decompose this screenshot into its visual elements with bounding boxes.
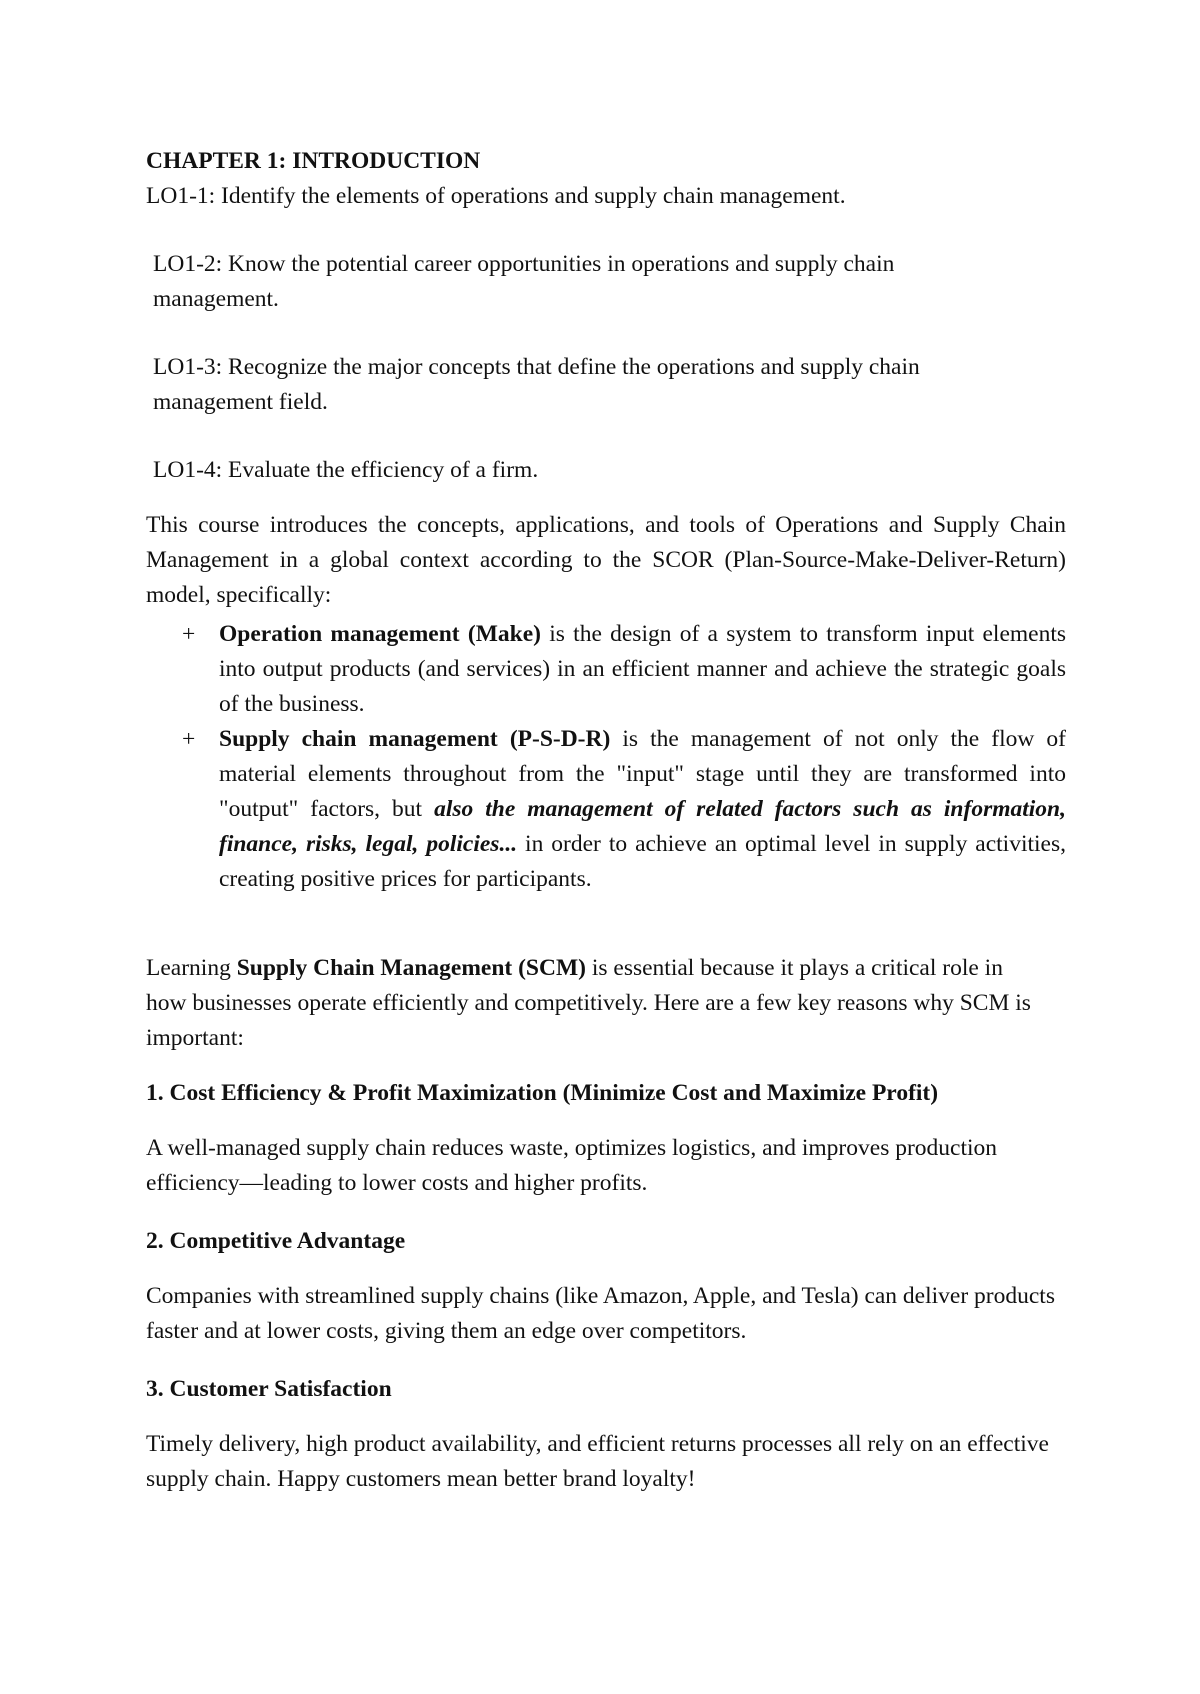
objective-lo1-3: LO1-3: Recognize the major concepts that define the operations and supply chain management field. (153, 354, 920, 415)
bullet-abbr: (P-S-D-R) (509, 726, 611, 752)
section-heading-competitive-advantage: 2. Competitive Advantage (146, 1228, 406, 1254)
section-body-competitive-advantage: Companies with streamlined supply chains (like Amazon, Apple, and Tesla) can deliver products faster and at lower costs, giving them an edge over competitors. (146, 1283, 1055, 1344)
section-heading-cost-efficiency: 1. Cost Efficiency & Profit Maximization (Minimize Cost and Maximize Profit) (146, 1080, 939, 1106)
scm-paragraph (146, 951, 1046, 1056)
plus-bullet-marker: + (182, 726, 196, 752)
objective-lo1-2: LO1-2: Know the potential career opportunities in operations and supply chain management. (153, 251, 895, 312)
intro-paragraph: This course introduces the concepts, applications, and tools of Operations and Supply Chain Management in a global context according to the SCOR (Plan-Source-Make-Deliver-Return) model, specifically: (146, 512, 1066, 608)
bullet-abbr: (Make) (467, 621, 541, 647)
objective-lo1-1: LO1-1: Identify the elements of operations and supply chain management. (146, 183, 846, 209)
objective-lo1-4: LO1-4: Evaluate the efficiency of a firm. (153, 457, 539, 483)
chapter-title: CHAPTER 1: INTRODUCTION (146, 148, 481, 174)
section-body-cost-efficiency: A well-managed supply chain reduces waste, optimizes logistics, and improves production efficiency—leading to lower costs and higher profits. (146, 1135, 998, 1196)
section-body-customer-satisfaction: Timely delivery, high product availability, and efficient returns processes all rely on an effective supply chain. Happy customers mean better brand loyalty! (146, 1431, 1049, 1492)
bullet-supply-chain-management (146, 722, 1066, 897)
scm-text-after: is essential because it plays a critical role in how businesses operate efficiently and competitively. Here are a few key reasons why SCM is important: (146, 955, 1031, 1051)
scor-bullet-list (146, 617, 1066, 897)
plus-bullet-marker: + (182, 621, 196, 647)
bullet-text-before: is the management of not only the flow of material elements throughout from the "input" stage until they are transformed into "output" factors, but (219, 726, 1067, 822)
bullet-text-after: in order to achieve an optimal level in supply activities, creating positive prices for participants. (219, 831, 1066, 892)
bullet-operation-management (146, 617, 1066, 722)
bullet-term: Operation management (219, 621, 460, 647)
document-page (146, 144, 1066, 1497)
section-heading-customer-satisfaction: 3. Customer Satisfaction (146, 1376, 392, 1402)
scm-text-before: Learning (146, 955, 237, 981)
bullet-emphasis: also the management of related factors such as information, finance, risks, legal, policies... (219, 796, 1067, 857)
bullet-term: Supply chain management (219, 726, 498, 752)
bullet-text: is the design of a system to transform input elements into output products (and services) in an efficient manner and achieve the strategic goals of the business. (219, 621, 1067, 717)
scm-bold-term: Supply Chain Management (SCM) (236, 955, 586, 981)
